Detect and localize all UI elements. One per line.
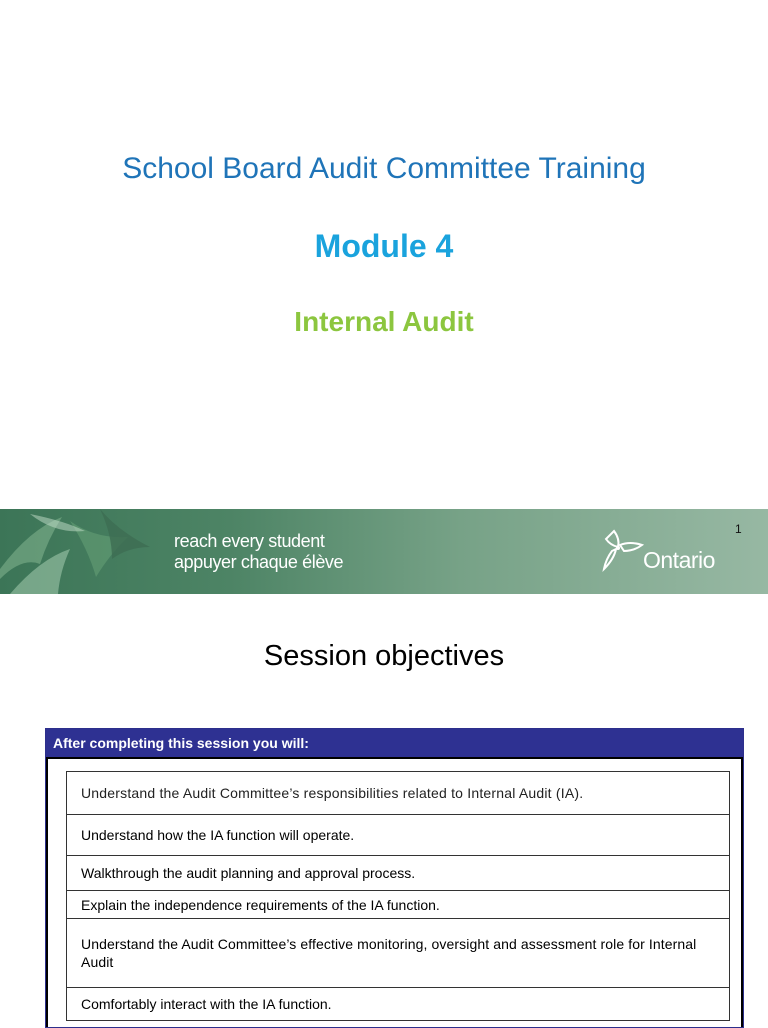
objective-text: Understand how the IA function will operate. xyxy=(67,815,730,856)
objective-text: Comfortably interact with the IA function. xyxy=(67,988,730,1021)
trillium-icon xyxy=(600,529,644,573)
objective-text: Walkthrough the audit planning and approval process. xyxy=(67,856,730,891)
objective-text: Explain the independence requirements of the IA function. xyxy=(67,891,730,919)
objectives-slide xyxy=(0,594,768,1024)
tagline-english: reach every student xyxy=(174,531,325,551)
objective-row xyxy=(67,988,730,1021)
footer-banner xyxy=(0,509,768,594)
objective-row xyxy=(67,891,730,919)
presentation-title: School Board Audit Committee Training xyxy=(122,152,646,185)
objective-row xyxy=(67,856,730,891)
objective-row xyxy=(67,815,730,856)
objective-row xyxy=(67,772,730,815)
session-objectives-title: Session objectives xyxy=(263,640,505,672)
panel-body xyxy=(46,757,743,1027)
ontario-logo-text: Ontario xyxy=(643,547,715,573)
objective-text: Understand the Audit Committee’s responsibilities related to Internal Audit (IA). xyxy=(67,772,730,815)
module-subtitle: Internal Audit xyxy=(294,306,474,337)
module-number: Module 4 xyxy=(314,228,454,264)
objectives-table xyxy=(66,771,730,1021)
objectives-panel xyxy=(45,728,744,1028)
decorative-swoosh-icon xyxy=(0,509,170,594)
tagline-french: appuyer chaque élève xyxy=(174,552,344,572)
panel-header: After completing this session you will: xyxy=(46,729,743,757)
banner-tagline xyxy=(174,531,343,573)
slide-number: 1 xyxy=(735,522,742,536)
objective-row xyxy=(67,919,730,988)
objective-text: Understand the Audit Committee’s effective monitoring, oversight and assessment role for Internal Audit xyxy=(67,919,730,988)
